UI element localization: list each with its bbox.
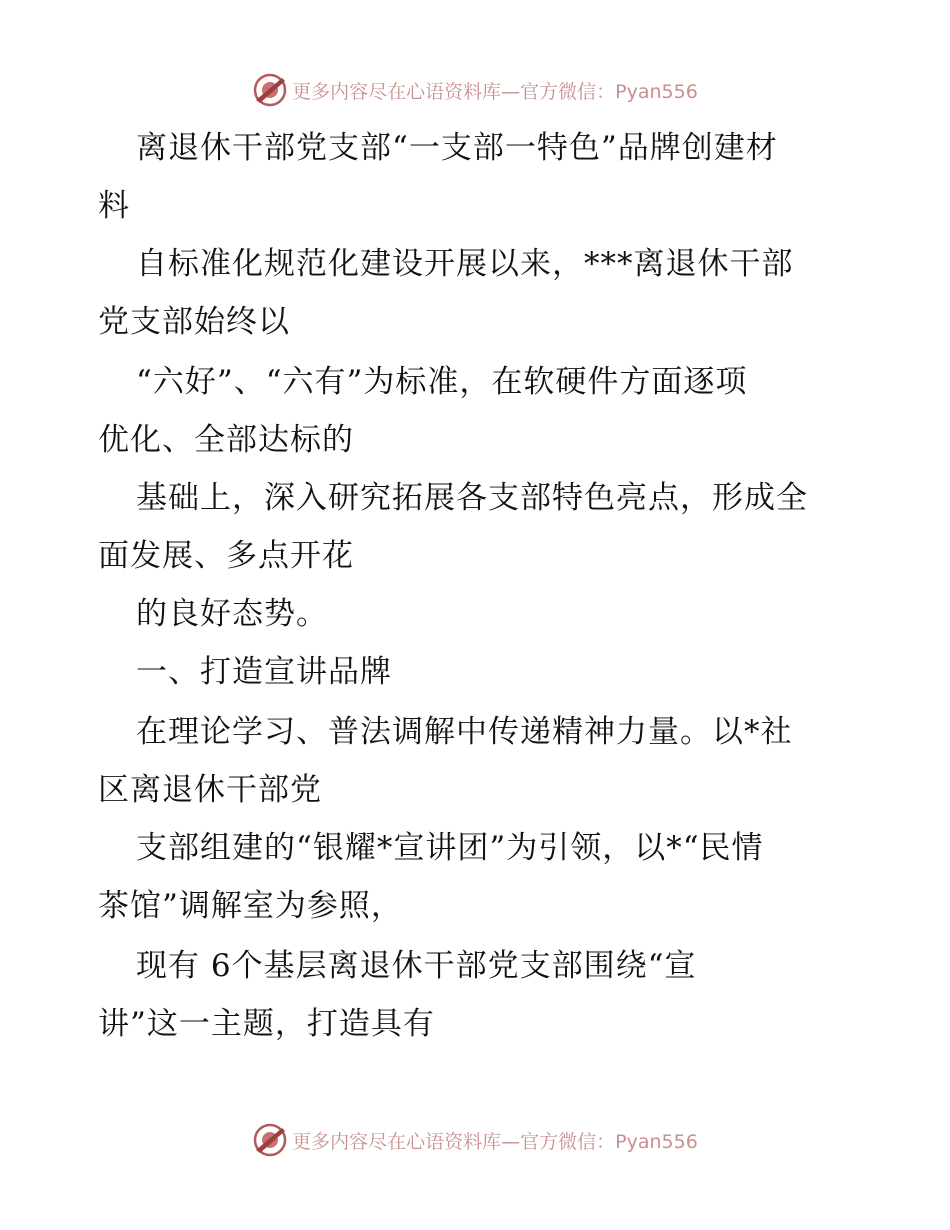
paragraph-line: 支部组建的“银耀*宣讲团”为引领，以*“民情: [136, 830, 764, 866]
paragraph-line: 优化、全部达标的: [98, 422, 354, 458]
paragraph-line: “六好”、“六有”为标准，在软硬件方面逐项: [136, 364, 748, 400]
paragraph-line: 离退休干部党支部“一支部一特色”品牌创建材: [136, 130, 778, 166]
paragraph-line: 自标准化规范化建设开展以来，***离退休干部: [136, 246, 794, 282]
brand-logo-icon: [252, 1122, 288, 1158]
paragraph-line: 讲”这一主题，打造具有: [98, 1006, 435, 1042]
watermark-header: [0, 70, 950, 110]
paragraph-line: 料: [98, 188, 130, 224]
paragraph-line: 在理论学习、普法调解中传递精神力量。以*社: [136, 714, 793, 750]
paragraph-line: 区离退休干部党: [98, 772, 322, 808]
watermark-text: 更多内容尽在心语资料库—官方微信：Pyan556: [292, 80, 698, 103]
section-heading: 一、打造宣讲品牌: [136, 654, 392, 690]
brand-logo-icon: [252, 72, 288, 108]
paragraph-line: 的良好态势。: [136, 596, 328, 632]
paragraph-line: 现有 6个基层离退休干部党支部围绕“宣: [136, 948, 697, 984]
watermark-footer: [0, 1120, 950, 1160]
watermark-text: 更多内容尽在心语资料库—官方微信：Pyan556: [292, 1130, 698, 1153]
paragraph-line: 基础上，深入研究拓展各支部特色亮点，形成全: [136, 480, 808, 516]
paragraph-line: 党支部始终以: [98, 304, 290, 340]
paragraph-line: 茶馆”调解室为参照，: [98, 888, 403, 924]
paragraph-line: 面发展、多点开花: [98, 538, 354, 574]
